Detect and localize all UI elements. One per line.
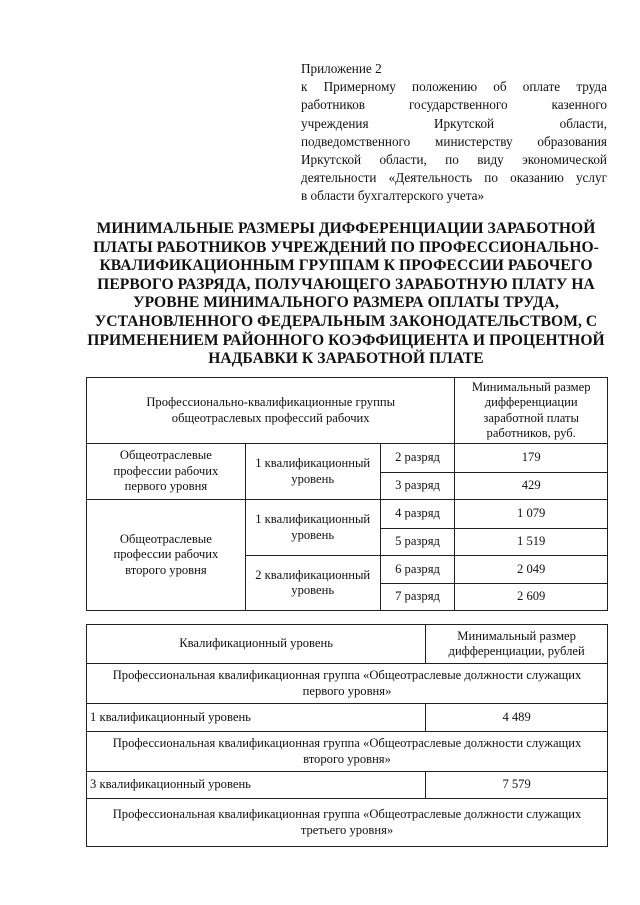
group-row bbox=[87, 732, 608, 772]
table-row bbox=[87, 772, 608, 799]
title-line: НАДБАВКИ К ЗАРАБОТНОЙ ПЛАТЕ bbox=[208, 350, 484, 368]
annex-block bbox=[301, 60, 607, 206]
header-level-cell: Квалификационный уровень bbox=[87, 625, 426, 664]
amount-cell: 2 609 bbox=[455, 584, 608, 611]
title-line: ПЛАТЫ РАБОТНИКОВ УЧРЕЖДЕНИЙ ПО ПРОФЕССИОНАЛЬНО- bbox=[93, 238, 599, 256]
table-row bbox=[87, 444, 608, 473]
header-group-cell: Профессионально-квалификационные группы общеотраслевых профессий рабочих bbox=[87, 378, 455, 444]
level-cell: 1 квалификационный уровень bbox=[245, 444, 380, 500]
group-cell: Общеотраслевые профессии рабочих второго уровня bbox=[87, 500, 246, 611]
amount-cell: 1 079 bbox=[455, 500, 608, 529]
annex-line: к Примерному положению об оплате труда bbox=[301, 79, 607, 95]
amount-cell: 7 579 bbox=[426, 772, 608, 799]
title-line: КВАЛИФИКАЦИОННЫМ ГРУППАМ К ПРОФЕССИИ РАБОЧЕГО bbox=[99, 257, 593, 275]
group-cell: Профессиональная квалификационная группа «Общеотраслевые должности служащих третьего уровня» bbox=[87, 799, 608, 847]
annex-line: работников государственного казенного bbox=[301, 97, 607, 113]
table-header-row bbox=[87, 378, 608, 444]
amount-cell: 4 489 bbox=[426, 704, 608, 732]
level-cell: 3 квалификационный уровень bbox=[87, 772, 426, 799]
table-row bbox=[87, 704, 608, 732]
document-title bbox=[84, 220, 608, 369]
grade-cell: 7 разряд bbox=[380, 584, 455, 611]
group-cell: Общеотраслевые профессии рабочих первого уровня bbox=[87, 444, 246, 500]
grade-cell: 3 разряд bbox=[380, 473, 455, 500]
annex-line: деятельности «Деятельность по оказанию услуг bbox=[301, 170, 607, 186]
grade-cell: 6 разряд bbox=[380, 556, 455, 584]
amount-cell: 429 bbox=[455, 473, 608, 500]
title-line: ПЕРВОГО РАЗРЯДА, ПОЛУЧАЮЩЕГО ЗАРАБОТНУЮ ПЛАТУ НА bbox=[97, 275, 595, 293]
annex-line: Приложение 2 bbox=[301, 61, 382, 76]
workers-differentiation-table bbox=[86, 377, 608, 611]
amount-cell: 179 bbox=[455, 444, 608, 473]
level-cell: 1 квалификационный уровень bbox=[87, 704, 426, 732]
title-line: МИНИМАЛЬНЫЕ РАЗМЕРЫ ДИФФЕРЕНЦИАЦИИ ЗАРАБОТНОЙ bbox=[96, 220, 596, 237]
annex-line: Иркутской области, по виду экономической bbox=[301, 152, 607, 168]
title-line: ПРИМЕНЕНИЕМ РАЙОННОГО КОЭФФИЦИЕНТА И ПРОЦЕНТНОЙ bbox=[87, 331, 605, 349]
header-amount-cell: Минимальный размер дифференциации, рублей bbox=[426, 625, 608, 664]
header-amount-cell: Минимальный размер дифференциации заработной платы работников, руб. bbox=[455, 378, 608, 444]
level-cell: 1 квалификационный уровень bbox=[245, 500, 380, 556]
grade-cell: 4 разряд bbox=[380, 500, 455, 529]
grade-cell: 2 разряд bbox=[380, 444, 455, 473]
level-cell: 2 квалификационный уровень bbox=[245, 556, 380, 611]
title-line: УСТАНОВЛЕННОГО ФЕДЕРАЛЬНЫМ ЗАКОНОДАТЕЛЬСТВОМ, С bbox=[94, 312, 598, 330]
table-header-row bbox=[87, 625, 608, 664]
group-row bbox=[87, 799, 608, 847]
annex-line: учреждения Иркутской области, bbox=[301, 115, 607, 131]
employees-differentiation-table bbox=[86, 624, 608, 847]
table-row bbox=[87, 500, 608, 529]
grade-cell: 5 разряд bbox=[380, 529, 455, 556]
group-cell: Профессиональная квалификационная группа «Общеотраслевые должности служащих второго уровня» bbox=[87, 732, 608, 772]
title-line: УРОВНЕ МИНИМАЛЬНОГО РАЗМЕРА ОПЛАТЫ ТРУДА, bbox=[133, 294, 559, 312]
group-cell: Профессиональная квалификационная группа «Общеотраслевые должности служащих первого уровня» bbox=[87, 664, 608, 704]
amount-cell: 2 049 bbox=[455, 556, 608, 584]
group-row bbox=[87, 664, 608, 704]
annex-line: в области бухгалтерского учета» bbox=[301, 188, 485, 204]
annex-line: подведомственного министерству образования bbox=[301, 133, 607, 149]
amount-cell: 1 519 bbox=[455, 529, 608, 556]
